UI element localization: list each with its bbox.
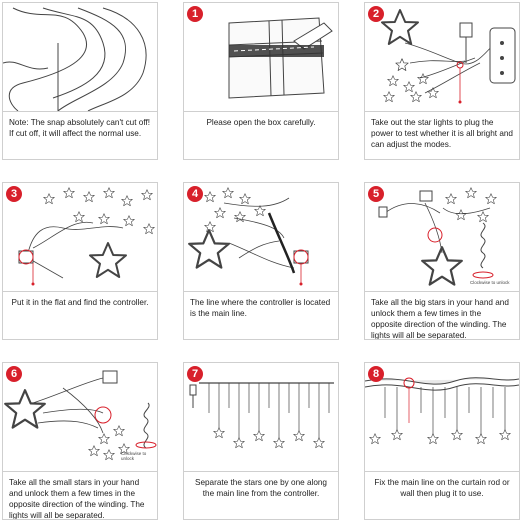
caption-step-1: Please open the box carefully. [206, 118, 316, 127]
panel-step-2 [364, 2, 520, 160]
panel-step-8 [364, 362, 520, 520]
panel-step-6 [2, 362, 158, 520]
caption-note: Note: The snap absolutely can't cut off! If cut off, it will affect the normal use. [9, 118, 150, 138]
curtain-rod-drawing [365, 363, 519, 471]
illustration-install [365, 363, 519, 472]
caption-step-6: Take all the small stars in your hand and unlock them a few times in the opposite direction of the winding. The lights will all be separated. [9, 478, 145, 520]
separated-stars-drawing [184, 363, 338, 471]
panel-step-5 [364, 182, 520, 340]
caption-step-8: Fix the main line on the curtain rod or wall then plug it to use. [374, 478, 510, 498]
step-number-badge: 5 [368, 186, 384, 202]
caption-step-5: Take all the big stars in your hand and unlock them a few times in the opposite direction of the winding. The lights will all be separated. [371, 298, 509, 340]
illustration-unlock-small-stars [3, 363, 157, 472]
illustration-open-box [184, 3, 338, 112]
main-line-drawing [184, 183, 338, 291]
snap-wires-drawing [3, 3, 157, 111]
step-number-badge: 1 [187, 6, 203, 22]
panel-step-3 [2, 182, 158, 340]
unlock-direction-label: Clockwise to unlock [470, 280, 510, 285]
unlock-direction-label: Clockwise to unlock [121, 451, 147, 461]
step-number-badge: 8 [368, 366, 384, 382]
panel-step-7 [183, 362, 339, 520]
caption-step-2: Take out the star lights to plug the power to test whether it is all bright and can adjust the modes. [371, 118, 513, 149]
caption-step-7: Separate the stars one by one along the main line from the controller. [194, 478, 327, 498]
flat-lights-drawing [3, 183, 157, 291]
step-number-badge: 3 [6, 186, 22, 202]
caption-step-3: Put it in the flat and find the controller. [11, 298, 149, 307]
step-number-badge: 4 [187, 186, 203, 202]
panel-note [2, 2, 158, 160]
illustration-snap [3, 3, 157, 112]
illustration-separate-stars [184, 363, 338, 472]
illustration-find-controller [3, 183, 157, 292]
panel-step-1 [183, 2, 339, 160]
step-number-badge: 2 [368, 6, 384, 22]
illustration-test-power [365, 3, 519, 112]
illustration-main-line [184, 183, 338, 292]
big-stars-drawing [365, 183, 519, 291]
star-lights-power-drawing [365, 3, 519, 111]
box-drawing [184, 3, 338, 111]
illustration-unlock-big-stars [365, 183, 519, 292]
step-number-badge: 6 [6, 366, 22, 382]
step-number-badge: 7 [187, 366, 203, 382]
caption-step-4: The line where the controller is located is the main line. [190, 298, 331, 318]
panel-step-4 [183, 182, 339, 340]
